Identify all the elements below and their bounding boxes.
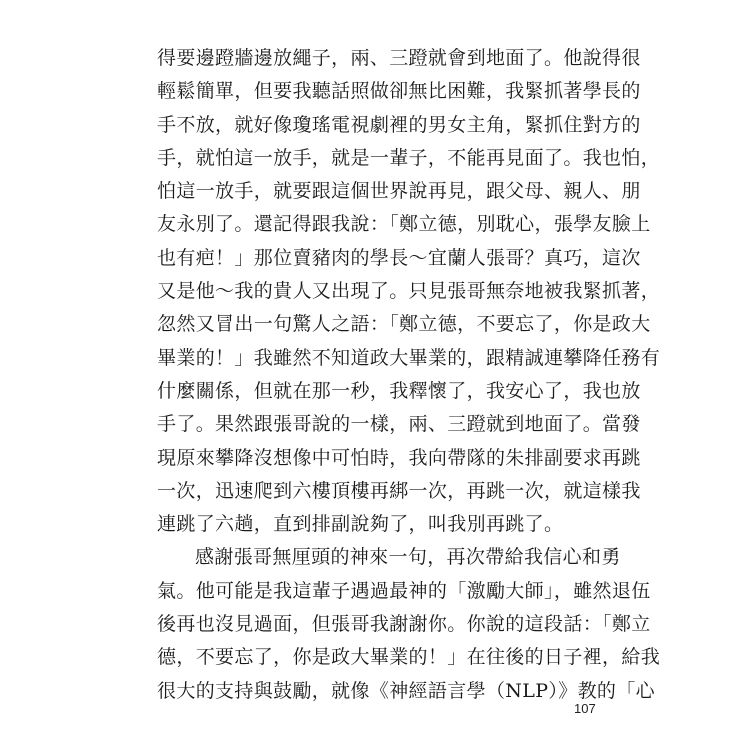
text-line: 一次，迅速爬到六樓頂樓再綁一次，再跳一次，就這樣我 (157, 479, 641, 502)
text-line: 感謝張哥無厘頭的神來一句，再次帶給我信心和勇 (195, 546, 621, 569)
text-line: 手，就怕這一放手，就是一輩子，不能再見面了。我也怕， (157, 146, 661, 169)
text-line: 手不放，就好像瓊瑤電視劇裡的男女主角，緊抓住對方的 (157, 113, 641, 136)
text-line: 連跳了六趟，直到排副說夠了，叫我別再跳了。 (157, 513, 564, 536)
page-number: 107 (574, 701, 596, 716)
text-line: 氣。他可能是我這輩子遇過最神的「激勵大師」，雖然退伍 (157, 579, 651, 602)
text-line: 又是他～我的貴人又出現了。只見張哥無奈地被我緊抓著， (157, 280, 661, 303)
text-line: 後再也沒見過面，但張哥我謝謝你。你說的這段話：「鄭立 (157, 613, 651, 636)
text-line: 輕鬆簡單，但要我聽話照做卻無比困難，我緊抓著學長的 (157, 80, 641, 103)
text-line: 很大的支持與鼓勵，就像《神經語言學（NLP）》教的「心 (157, 679, 655, 702)
text-line: 忽然又冒出一句驚人之語：「鄭立德，不要忘了，你是政大 (157, 313, 651, 336)
text-line: 友永別了。還記得跟我說：「鄭立德，別耽心，張學友臉上 (157, 213, 651, 236)
text-line: 得要邊蹬牆邊放繩子，兩、三蹬就會到地面了。他說得很 (157, 47, 641, 69)
body-text (157, 42, 661, 708)
text-line: 畢業的！」我雖然不知道政大畢業的，跟精誠連攀降任務有 (157, 346, 661, 369)
text-line: 也有疤！」那位賣豬肉的學長～宜蘭人張哥？真巧，這次 (157, 246, 641, 269)
text-line: 現原來攀降沒想像中可怕時，我向帶隊的朱排副要求再跳 (157, 446, 641, 469)
text-line: 手了。果然跟張哥說的一樣，兩、三蹬就到地面了。當發 (157, 413, 641, 436)
text-line: 怕這一放手，就要跟這個世界說再見，跟父母、親人、朋 (157, 180, 641, 203)
text-line: 什麼關係，但就在那一秒，我釋懷了，我安心了，我也放 (157, 379, 641, 402)
text-line: 德，不要忘了，你是政大畢業的！」在往後的日子裡，給我 (157, 646, 661, 669)
